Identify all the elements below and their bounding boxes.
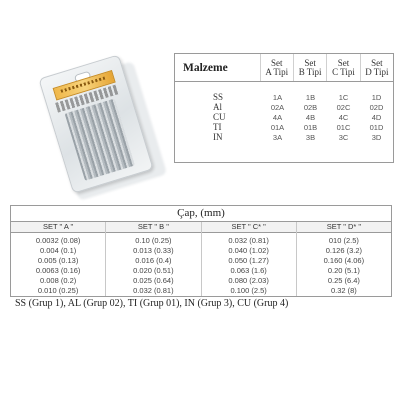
diameter-cell: 0.20 (5.1) [327, 266, 360, 275]
diameter-cell: 0.004 (0.1) [39, 246, 77, 255]
diameter-cell: 0.063 (1.6) [230, 266, 267, 275]
diameter-cell: 0.0032 (0.08) [35, 236, 81, 245]
code-cell: 01C [336, 122, 351, 132]
set-c-header [326, 54, 359, 81]
set-b-line2: B Tipi [298, 66, 322, 77]
code-cell: 3A [272, 132, 283, 142]
material-name: TI [213, 122, 222, 132]
diameter-cell: 0.10 (0.25) [135, 236, 172, 245]
product-image [36, 62, 154, 192]
diameter-cell: 010 (2.5) [328, 236, 359, 245]
material-header: Malzeme [183, 61, 228, 74]
table-row [175, 122, 393, 132]
diameter-cell: 0.050 (1.27) [228, 256, 269, 265]
column-header: SET " C* " [202, 222, 296, 233]
table-row [175, 112, 393, 122]
diameter-cell: 0.0063 (0.16) [35, 266, 81, 275]
set-a-line1: Set [270, 57, 283, 68]
material-table [174, 53, 394, 163]
column-body [11, 233, 105, 296]
set-a-line2: A Tipi [265, 66, 289, 77]
wire-rods [65, 99, 135, 181]
diameter-cell: 0.010 (0.25) [37, 286, 79, 295]
material-name: SS [213, 92, 224, 102]
set-b-line1: Set [304, 57, 316, 68]
material-name: CU [213, 112, 226, 122]
diameter-cell: 0.160 (4.06) [323, 256, 365, 265]
diameter-cell: 0.013 (0.33) [133, 246, 174, 255]
material-table-body [175, 82, 393, 142]
set-d-header [360, 54, 393, 81]
column-body [106, 233, 200, 296]
diameter-cell: 0.32 (8) [330, 286, 357, 295]
code-cell: 4A [272, 112, 283, 122]
diameter-cell: 0.040 (1.02) [228, 246, 269, 255]
code-cell: 1D [371, 92, 382, 102]
column-header: SET " B " [106, 222, 200, 233]
diameter-cell: 0.126 (3.2) [325, 246, 363, 255]
set-a-header [260, 54, 293, 81]
set-b-header [293, 54, 326, 81]
diameter-cell: 0.25 (6.4) [327, 276, 360, 285]
code-cell: 02A [270, 102, 285, 112]
diameter-cell: 0.016 (0.4) [135, 256, 172, 265]
code-cell: 4B [305, 112, 316, 122]
code-cell: 4D [371, 112, 382, 122]
set-d-line1: Set [371, 57, 383, 68]
diameter-cell: 0.032 (0.81) [228, 236, 269, 245]
column-body [202, 233, 296, 296]
set-c-line1: Set [337, 57, 350, 68]
group-footnote: SS (Grup 1), AL (Grup 02), TI (Grup 01), IN (Grup 3), CU (Grup 4) [15, 298, 289, 309]
table-row [175, 102, 393, 112]
code-cell: 1B [305, 92, 316, 102]
code-cell: 01A [270, 122, 285, 132]
set-c-column [201, 222, 296, 296]
diameter-columns [11, 222, 391, 296]
set-d-line2: D Tipi [365, 66, 389, 77]
table-row [175, 132, 393, 142]
code-cell: 4C [338, 112, 349, 122]
code-cell: 02B [303, 102, 318, 112]
table-row [175, 92, 393, 102]
code-cell: 3D [371, 132, 382, 142]
diameter-table [10, 205, 392, 297]
code-cell: 01B [303, 122, 318, 132]
material-table-header [175, 54, 393, 82]
column-body [297, 233, 391, 296]
code-cell: 3C [338, 132, 349, 142]
code-cell: 3B [305, 132, 316, 142]
diameter-cell: 0.020 (0.51) [133, 266, 174, 275]
code-cell: 02C [336, 102, 351, 112]
code-cell: 1A [272, 92, 283, 102]
code-cell: 02D [369, 102, 384, 112]
set-d-column [296, 222, 391, 296]
material-name: Al [213, 102, 222, 112]
diameter-cell: 0.080 (2.03) [228, 276, 269, 285]
diameter-cell: 0.008 (0.2) [39, 276, 77, 285]
code-cell: 1C [338, 92, 349, 102]
diameter-cell: 0.100 (2.5) [230, 286, 267, 295]
diameter-cell: 0.025 (0.64) [133, 276, 174, 285]
set-c-line2: C Tipi [332, 66, 355, 77]
diameter-cell: 0.005 (0.13) [37, 256, 79, 265]
set-a-column [11, 222, 105, 296]
code-cell: 01D [369, 122, 384, 132]
set-b-column [105, 222, 200, 296]
diameter-table-title: Çap, (mm) [11, 206, 391, 222]
material-name: IN [213, 132, 223, 142]
column-header: SET " A " [11, 222, 105, 233]
column-header: SET " D* " [297, 222, 391, 233]
diameter-cell: 0.032 (0.81) [133, 286, 174, 295]
